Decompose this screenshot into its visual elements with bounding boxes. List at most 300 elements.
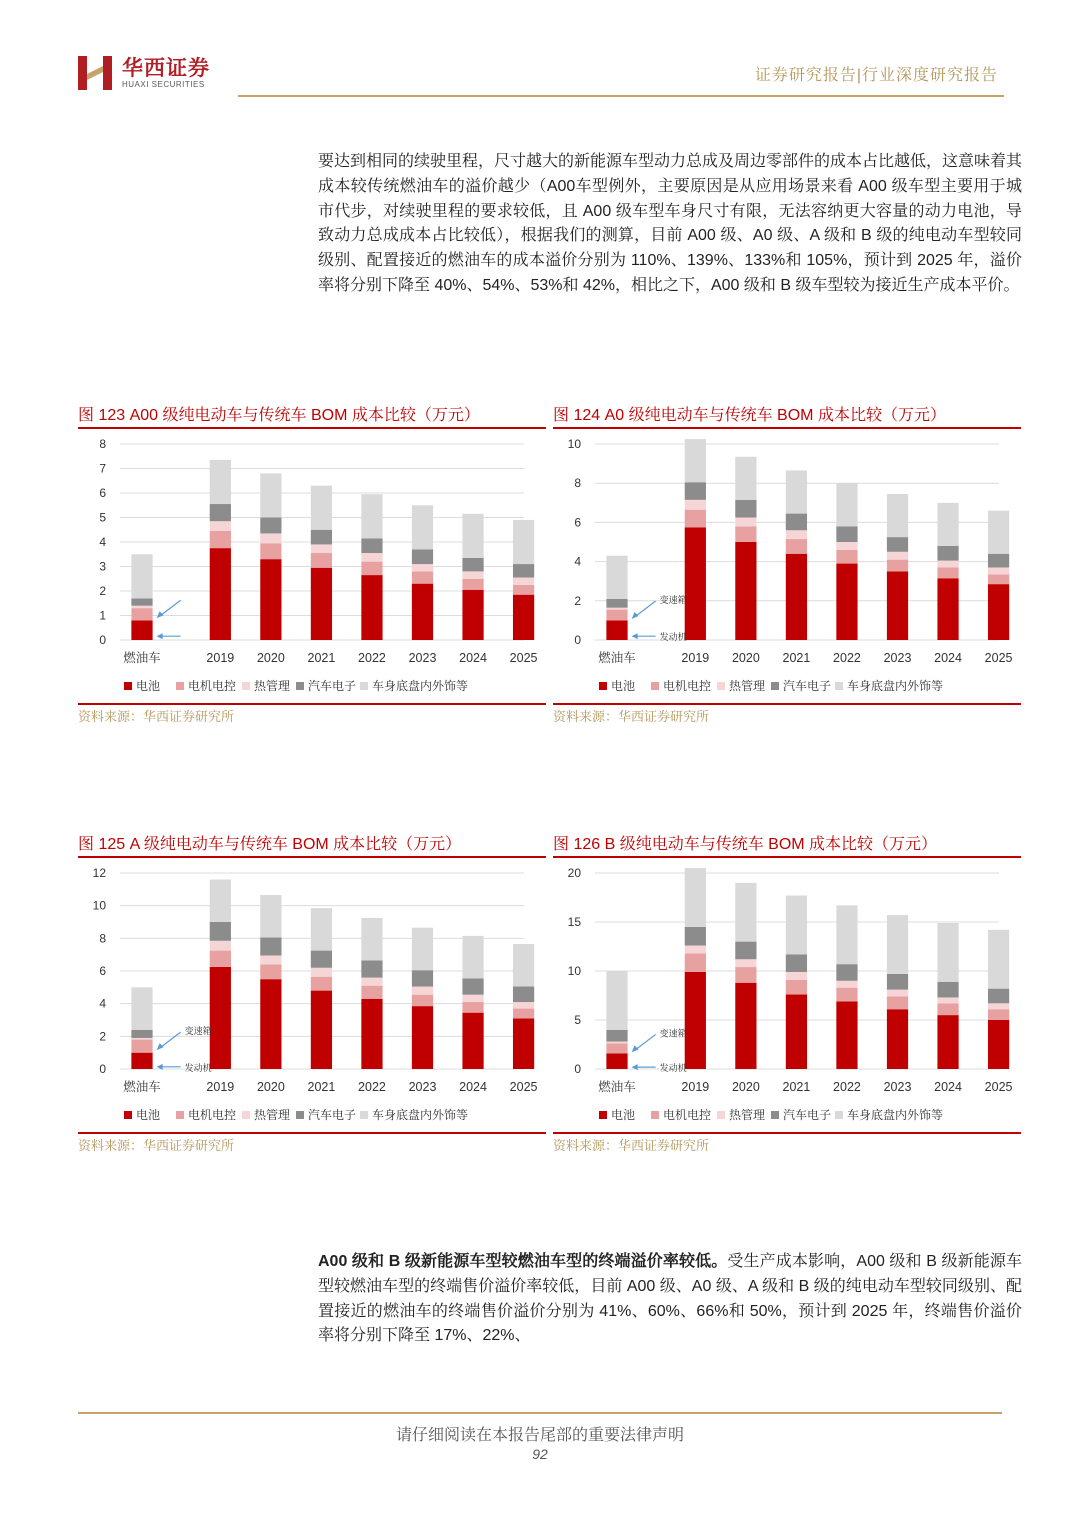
- legend-swatch: [360, 1111, 368, 1119]
- chart-126-b-bom: [553, 859, 1021, 1131]
- y-tick-label: 4: [99, 996, 106, 1011]
- bar-segment: [836, 1001, 857, 1069]
- bar-segment: [735, 526, 756, 542]
- bar-segment: [210, 548, 231, 640]
- y-tick-label: 15: [567, 915, 581, 929]
- chart-124-top-rule: [553, 427, 1021, 429]
- bar-segment: [735, 500, 756, 518]
- bar-segment: [735, 942, 756, 960]
- gearbox-arrow-icon: [160, 1032, 181, 1048]
- bar-segment: [836, 550, 857, 564]
- bar-segment: [887, 974, 908, 990]
- legend-swatch: [124, 682, 132, 690]
- bar-segment: [836, 526, 857, 542]
- bar-segment: [131, 1030, 152, 1038]
- legend-swatch: [296, 1111, 304, 1119]
- chart-124-a0-bom: [553, 430, 1021, 702]
- chart-126-bottom-rule: [553, 1132, 1021, 1134]
- bar-segment: [685, 953, 706, 972]
- bar-segment: [836, 981, 857, 988]
- chart-123-source: 资料来源：华西证券研究所: [78, 709, 235, 724]
- bar-segment: [513, 564, 534, 577]
- bar-segment: [361, 978, 382, 986]
- bar-segment: [735, 983, 756, 1069]
- y-tick-label: 0: [574, 633, 581, 647]
- legend-label: 汽车电子: [783, 1108, 832, 1122]
- bar-segment: [937, 567, 958, 578]
- chart-title-123: 图 123 A00 级纯电动车与传统车 BOM 成本比较（万元）: [78, 407, 480, 424]
- bar-segment: [988, 989, 1009, 1004]
- x-tick-label: 燃油车: [598, 1080, 636, 1094]
- bar-segment: [836, 542, 857, 550]
- chart-124-source: 资料来源：华西证券研究所: [553, 709, 710, 724]
- y-tick-label: 10: [567, 964, 581, 978]
- legend-label: 车身底盘内外饰等: [372, 1108, 469, 1122]
- chart-126-top-rule: [553, 856, 1021, 858]
- legend-swatch: [835, 1111, 843, 1119]
- x-tick-label: 2021: [307, 1080, 336, 1094]
- bar-segment: [735, 542, 756, 640]
- bar-segment: [988, 930, 1009, 989]
- bar-segment: [836, 988, 857, 1002]
- chart-123-top-rule: [78, 427, 546, 429]
- bar-segment: [412, 584, 433, 640]
- y-tick-label: 12: [92, 866, 106, 880]
- bar-segment: [513, 987, 534, 1003]
- bar-segment: [513, 578, 534, 585]
- bar-segment: [887, 996, 908, 1009]
- bar-segment: [462, 558, 483, 571]
- legend-label: 电机电控: [188, 1108, 237, 1122]
- legend-swatch: [296, 682, 304, 690]
- bar-segment: [131, 1040, 152, 1053]
- legend-swatch: [771, 682, 779, 690]
- gearbox-arrowhead-icon: [157, 611, 164, 618]
- legend-label: 车身底盘内外饰等: [847, 1108, 944, 1122]
- chart-125-top-rule: [78, 856, 546, 858]
- x-tick-label: 2020: [256, 651, 285, 665]
- x-tick-label: 2020: [256, 1080, 285, 1094]
- bar-segment: [685, 868, 706, 927]
- gearbox-arrow-icon: [160, 600, 181, 616]
- engine-arrowhead-icon: [157, 633, 163, 639]
- legend-swatch: [242, 1111, 250, 1119]
- bar-segment: [988, 1003, 1009, 1009]
- bottom-paragraph: [318, 1250, 1022, 1349]
- x-tick-label: 2022: [358, 1080, 386, 1094]
- bar-segment: [131, 620, 152, 640]
- bar-segment: [311, 568, 332, 640]
- bar-segment: [462, 1013, 483, 1069]
- y-tick-label: 8: [99, 931, 106, 946]
- legend-swatch: [717, 1111, 725, 1119]
- bottom-paragraph-lead: A00 级和 B 级新能源车型较燃油车型的终端溢价率较低。: [318, 1253, 728, 1270]
- bar-segment: [210, 521, 231, 531]
- engine-arrowhead-icon: [632, 633, 638, 639]
- chart-123-a00-bom: [78, 430, 546, 702]
- y-tick-label: 10: [567, 437, 581, 451]
- gearbox-annotation: 变速箱: [184, 1026, 212, 1037]
- bar-segment: [786, 514, 807, 531]
- bar-segment: [606, 1044, 627, 1054]
- bar-segment: [311, 553, 332, 568]
- x-tick-label: 2020: [731, 1080, 760, 1094]
- bar-segment: [606, 971, 627, 1030]
- x-tick-label: 2025: [984, 1080, 1013, 1094]
- logo-mark-icon: [78, 52, 114, 92]
- bar-segment: [988, 554, 1009, 568]
- bar-segment: [260, 964, 281, 979]
- legend-label: 热管理: [254, 679, 291, 693]
- bar-segment: [361, 553, 382, 562]
- bar-segment: [513, 520, 534, 564]
- gearbox-annotation: 变速箱: [659, 595, 687, 606]
- bar-segment: [937, 923, 958, 982]
- bar-segment: [210, 531, 231, 548]
- y-tick-label: 6: [574, 515, 581, 530]
- bar-segment: [606, 1030, 627, 1042]
- bottom-paragraph-body: 受生产成本影响，A00 级和 B 级新能源车型较燃油车型的终端售价溢价率较低，目前 A00 级、A0 级、A 级和 B 级的纯电动车型较同级别、配置接近的燃油车的终端售价溢价分别为 41%、60%、66%和 50%，预计到 2025 年，终端售价溢价率将分别下降至 17%、22%、: [318, 1253, 1022, 1345]
- bar-segment: [462, 571, 483, 578]
- bar-segment: [786, 972, 807, 980]
- bar-segment: [988, 584, 1009, 640]
- x-tick-label: 2022: [358, 651, 386, 665]
- y-tick-label: 3: [99, 559, 106, 574]
- chart-title-126: 图 126 B 级纯电动车与传统车 BOM 成本比较（万元）: [553, 836, 938, 853]
- bar-segment: [606, 1042, 627, 1044]
- legend-label: 电机电控: [663, 1108, 712, 1122]
- bar-segment: [311, 530, 332, 545]
- bar-segment: [260, 895, 281, 937]
- bar-segment: [412, 928, 433, 970]
- x-tick-label: 2025: [509, 1080, 538, 1094]
- bar-segment: [210, 951, 231, 967]
- bar-segment: [311, 977, 332, 991]
- bar-segment: [606, 610, 627, 621]
- bar-segment: [210, 967, 231, 1069]
- gearbox-arrow-icon: [635, 1034, 656, 1050]
- x-tick-label: 2019: [206, 1080, 235, 1094]
- bar-segment: [887, 494, 908, 537]
- chart-123-bottom-rule: [78, 703, 546, 705]
- bar-segment: [685, 927, 706, 946]
- x-tick-label: 2020: [731, 651, 760, 665]
- x-tick-label: 2024: [934, 1080, 962, 1094]
- bar-segment: [210, 504, 231, 521]
- bar-segment: [131, 608, 152, 620]
- legend-label: 车身底盘内外饰等: [372, 679, 469, 693]
- gearbox-arrowhead-icon: [632, 1045, 639, 1052]
- x-tick-label: 燃油车: [123, 651, 161, 665]
- bar-segment: [260, 473, 281, 517]
- bar-segment: [786, 470, 807, 513]
- report-type: 证券研究报告|行业深度研究报告: [754, 67, 998, 84]
- y-tick-label: 5: [574, 1013, 581, 1027]
- bar-segment: [260, 559, 281, 640]
- y-tick-label: 5: [99, 510, 106, 525]
- y-tick-label: 2: [99, 1029, 106, 1044]
- logo-name-cn: 华西证券: [122, 57, 210, 80]
- bar-segment: [412, 571, 433, 583]
- bar-segment: [685, 527, 706, 640]
- bar-segment: [131, 554, 152, 598]
- legend-swatch: [599, 1111, 607, 1119]
- bar-segment: [361, 562, 382, 575]
- gearbox-arrow-icon: [635, 601, 656, 617]
- x-tick-label: 燃油车: [598, 651, 636, 665]
- bar-segment: [937, 503, 958, 546]
- legend-swatch: [651, 682, 659, 690]
- legal-notice: 请仔细阅读在本报告尾部的重要法律声明: [395, 1427, 684, 1444]
- bar-segment: [735, 883, 756, 942]
- bar-segment: [735, 518, 756, 527]
- bar-segment: [735, 967, 756, 983]
- bar-segment: [412, 987, 433, 995]
- bar-segment: [131, 606, 152, 608]
- bar-segment: [260, 543, 281, 559]
- bar-segment: [513, 944, 534, 986]
- bar-segment: [131, 987, 152, 1029]
- bar-segment: [311, 486, 332, 530]
- legend-label: 汽车电子: [783, 679, 832, 693]
- x-tick-label: 2024: [459, 1080, 487, 1094]
- y-tick-label: 2: [574, 593, 581, 608]
- legend-label: 汽车电子: [308, 1108, 357, 1122]
- bar-segment: [887, 1009, 908, 1069]
- legend-swatch: [717, 682, 725, 690]
- bar-segment: [786, 980, 807, 995]
- bar-segment: [685, 482, 706, 500]
- y-tick-label: 7: [99, 461, 106, 476]
- bar-segment: [685, 946, 706, 954]
- legend-swatch: [651, 1111, 659, 1119]
- bar-segment: [836, 483, 857, 526]
- x-tick-label: 2023: [408, 651, 437, 665]
- bar-segment: [685, 972, 706, 1069]
- y-tick-label: 0: [574, 1062, 581, 1076]
- bar-segment: [412, 995, 433, 1006]
- bar-segment: [311, 544, 332, 553]
- logo-name-en: HUAXI SECURITIES: [122, 80, 205, 89]
- x-tick-label: 2021: [782, 1080, 811, 1094]
- legend-label: 电机电控: [188, 679, 237, 693]
- chart-125-source: 资料来源：华西证券研究所: [78, 1138, 235, 1153]
- bar-segment: [260, 518, 281, 534]
- bar-segment: [786, 539, 807, 554]
- x-tick-label: 2025: [984, 651, 1013, 665]
- bar-segment: [988, 574, 1009, 584]
- bar-segment: [988, 1009, 1009, 1020]
- bar-segment: [887, 560, 908, 572]
- legend-label: 电池: [136, 679, 161, 693]
- x-tick-label: 2022: [833, 1080, 861, 1094]
- bar-segment: [260, 979, 281, 1069]
- x-tick-label: 2019: [681, 1080, 710, 1094]
- x-tick-label: 2021: [782, 651, 811, 665]
- bar-segment: [311, 991, 332, 1069]
- legend-swatch: [360, 682, 368, 690]
- bar-segment: [937, 578, 958, 640]
- bar-segment: [988, 567, 1009, 574]
- x-tick-label: 2025: [509, 651, 538, 665]
- bar-segment: [606, 556, 627, 599]
- bar-segment: [361, 494, 382, 538]
- legend-label: 车身底盘内外饰等: [847, 679, 944, 693]
- bar-segment: [836, 964, 857, 981]
- bar-segment: [131, 1053, 152, 1069]
- gearbox-annotation: 变速箱: [659, 1028, 687, 1039]
- bar-segment: [937, 1003, 958, 1015]
- chart-title-124: 图 124 A0 级纯电动车与传统车 BOM 成本比较（万元）: [553, 407, 946, 424]
- y-tick-label: 2: [99, 584, 106, 598]
- bar-segment: [311, 908, 332, 950]
- engine-annotation: 发动机: [659, 1063, 687, 1074]
- page-number: 92: [532, 1446, 548, 1462]
- bar-segment: [260, 938, 281, 956]
- bar-segment: [462, 978, 483, 994]
- y-tick-label: 8: [99, 437, 106, 451]
- bar-segment: [462, 995, 483, 1002]
- bar-segment: [131, 1038, 152, 1040]
- header-divider: [238, 95, 1004, 97]
- gearbox-arrowhead-icon: [632, 612, 639, 619]
- bar-segment: [887, 537, 908, 552]
- legend-swatch: [771, 1111, 779, 1119]
- bar-segment: [836, 564, 857, 640]
- bar-segment: [937, 561, 958, 568]
- bar-segment: [412, 564, 433, 571]
- x-tick-label: 2022: [833, 651, 861, 665]
- legend-swatch: [835, 682, 843, 690]
- bar-segment: [260, 533, 281, 543]
- bar-segment: [685, 500, 706, 510]
- bar-segment: [513, 585, 534, 595]
- bar-segment: [937, 1015, 958, 1069]
- bar-segment: [735, 959, 756, 967]
- bar-segment: [462, 579, 483, 590]
- y-tick-label: 6: [99, 486, 106, 500]
- bar-segment: [311, 968, 332, 977]
- company-logo: [78, 50, 228, 96]
- engine-annotation: 发动机: [659, 632, 687, 643]
- bar-segment: [361, 960, 382, 977]
- bar-segment: [606, 599, 627, 608]
- bar-segment: [210, 460, 231, 504]
- bar-segment: [513, 1018, 534, 1069]
- bar-segment: [988, 1020, 1009, 1069]
- bar-segment: [606, 620, 627, 640]
- bar-segment: [786, 554, 807, 640]
- legend-label: 电池: [136, 1108, 161, 1122]
- x-tick-label: 2019: [681, 651, 710, 665]
- legend-label: 汽车电子: [308, 679, 357, 693]
- chart-124-bottom-rule: [553, 703, 1021, 705]
- bar-segment: [786, 530, 807, 539]
- y-tick-label: 6: [99, 964, 106, 978]
- legend-swatch: [176, 1111, 184, 1119]
- x-tick-label: 燃油车: [123, 1080, 161, 1094]
- legend-label: 电机电控: [663, 679, 712, 693]
- engine-annotation: 发动机: [184, 1062, 212, 1073]
- legend-swatch: [124, 1111, 132, 1119]
- chart-126-source: 资料来源：华西证券研究所: [553, 1138, 710, 1153]
- legend-label: 电池: [611, 679, 636, 693]
- y-tick-label: 0: [99, 1062, 106, 1076]
- bar-segment: [210, 880, 231, 922]
- chart-125-a-bom: [78, 859, 546, 1131]
- intro-paragraph: 要达到相同的续驶里程，尺寸越大的新能源车型动力总成及周边零部件的成本占比越低，这意味着其成本较传统燃油车的溢价越少（A00车型例外，主要原因是从应用场景来看 A00 级车型主要用于城市代步，对续驶里程的要求较低，且 A00 级车型车身尺寸有限，无法容纳更大容量的动力电池，导致动力总成成本占比较低），根据我们的测算，目前 A00 级、A0 级、A 级和 B 级的纯电动车型较同级别、配置接近的燃油车的成本溢价分别为 110%、139%、133%和 105%，预计到 2025 年，溢价率将分别下降至 40%、54%、53%和 42%，相比之下，A00 级和 B 级车型较为接近生产成本平价。: [318, 153, 1023, 294]
- bar-segment: [606, 608, 627, 610]
- x-tick-label: 2024: [459, 651, 487, 665]
- x-tick-label: 2023: [883, 1080, 912, 1094]
- bar-segment: [988, 511, 1009, 554]
- legend-swatch: [176, 682, 184, 690]
- y-tick-label: 4: [99, 535, 106, 549]
- bar-segment: [685, 439, 706, 482]
- legend-label: 热管理: [729, 1108, 766, 1122]
- bar-segment: [786, 896, 807, 955]
- legend-label: 电池: [611, 1108, 636, 1122]
- bar-segment: [937, 982, 958, 998]
- bar-segment: [513, 1002, 534, 1009]
- bar-segment: [361, 538, 382, 553]
- legend-swatch: [242, 682, 250, 690]
- bar-segment: [735, 457, 756, 500]
- bar-segment: [462, 1002, 483, 1013]
- bar-segment: [685, 510, 706, 528]
- y-tick-label: 4: [574, 554, 581, 569]
- bar-segment: [260, 955, 281, 964]
- gearbox-arrowhead-icon: [157, 1043, 164, 1050]
- bar-segment: [937, 997, 958, 1003]
- bar-segment: [462, 590, 483, 640]
- x-tick-label: 2019: [206, 651, 235, 665]
- bar-segment: [412, 549, 433, 564]
- x-tick-label: 2023: [408, 1080, 437, 1094]
- y-tick-label: 8: [574, 476, 581, 491]
- bar-segment: [412, 1006, 433, 1069]
- bar-segment: [412, 970, 433, 986]
- bar-segment: [836, 905, 857, 964]
- y-tick-label: 10: [92, 898, 106, 913]
- x-tick-label: 2021: [307, 651, 336, 665]
- chart-125-bottom-rule: [78, 1132, 546, 1134]
- chart-title-125: 图 125 A 级纯电动车与传统车 BOM 成本比较（万元）: [78, 836, 462, 853]
- bar-segment: [887, 915, 908, 974]
- y-tick-label: 1: [99, 608, 106, 623]
- bar-segment: [311, 951, 332, 968]
- bar-segment: [462, 936, 483, 978]
- bar-segment: [887, 571, 908, 640]
- y-tick-label: 20: [567, 866, 581, 880]
- bar-segment: [131, 598, 152, 605]
- legend-label: 热管理: [729, 679, 766, 693]
- bar-segment: [361, 918, 382, 960]
- bar-segment: [361, 575, 382, 640]
- bar-segment: [786, 995, 807, 1069]
- bar-segment: [937, 546, 958, 561]
- bar-segment: [210, 941, 231, 951]
- bar-segment: [786, 954, 807, 972]
- footer-divider: [78, 1412, 1002, 1414]
- bar-segment: [462, 514, 483, 558]
- x-tick-label: 2023: [883, 651, 912, 665]
- bar-segment: [210, 922, 231, 941]
- bar-segment: [887, 552, 908, 560]
- bar-segment: [513, 595, 534, 640]
- bar-segment: [513, 1009, 534, 1019]
- legend-label: 热管理: [254, 1108, 291, 1122]
